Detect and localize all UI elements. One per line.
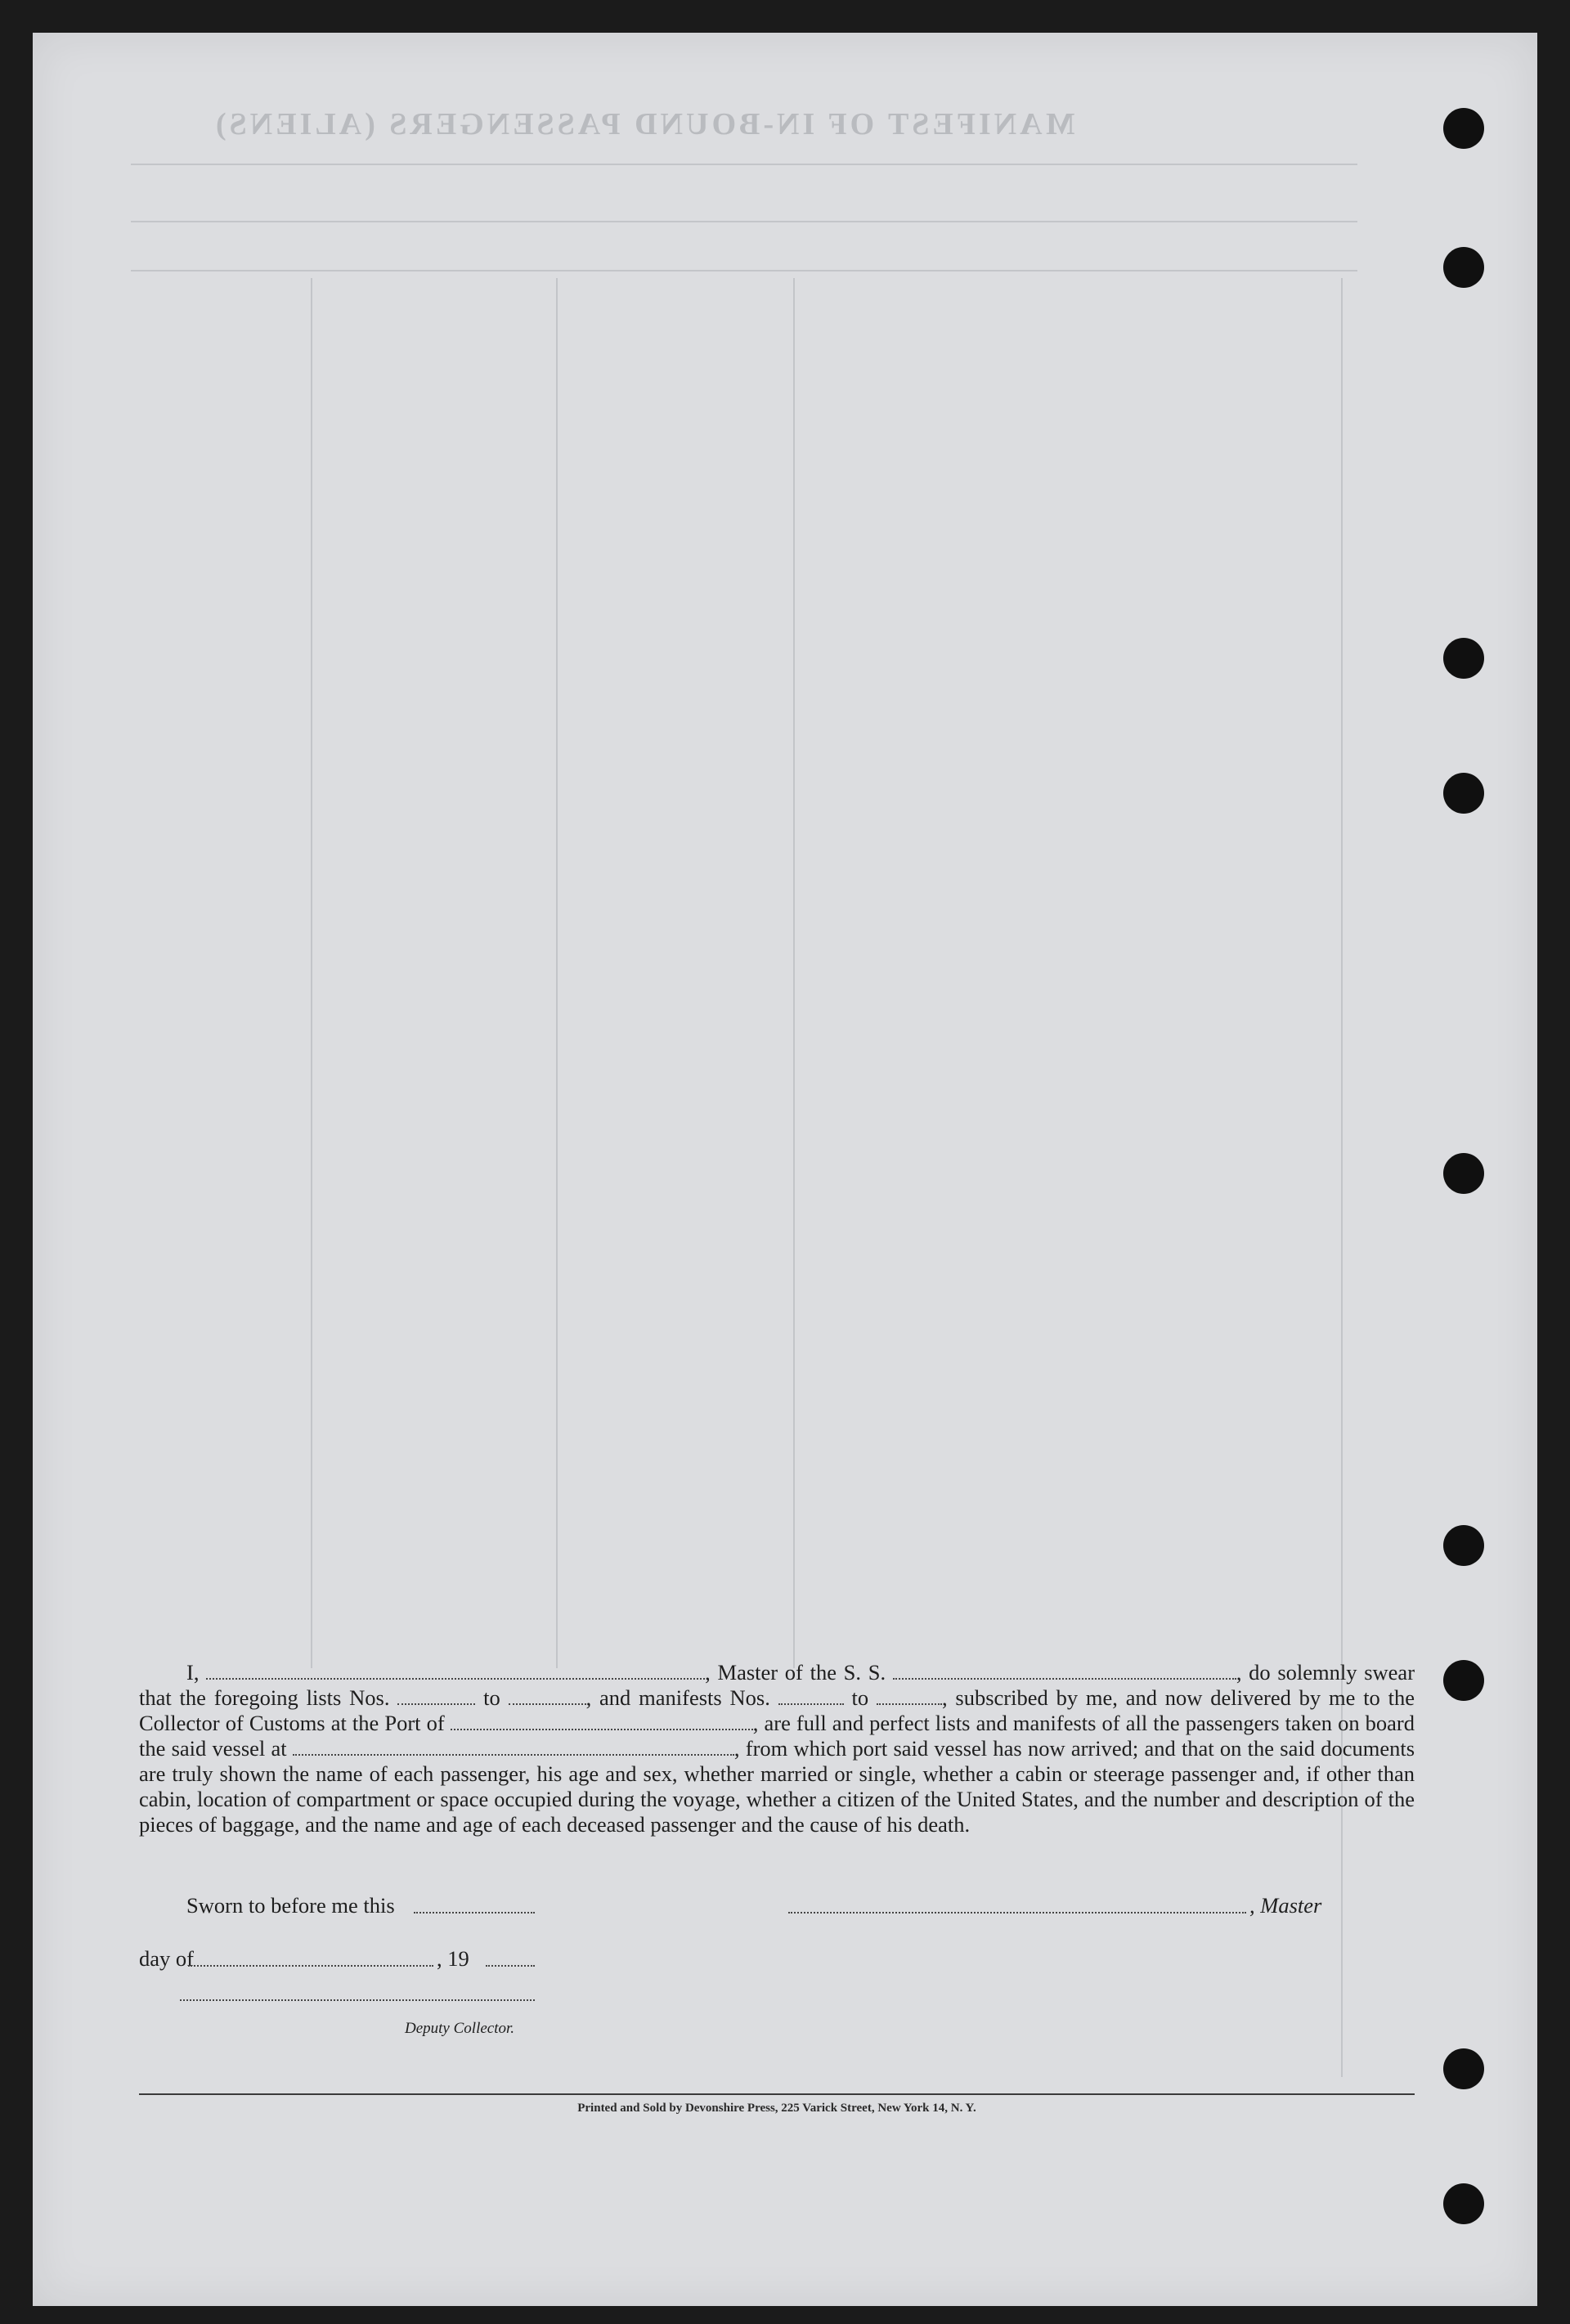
oath-text: to [851, 1685, 869, 1710]
oath-text: , do solemnly swear that the foregoing lists Nos. [139, 1660, 1415, 1710]
master-name-field[interactable] [206, 1660, 705, 1680]
master-label: , Master [1249, 1893, 1322, 1918]
bleed-through-title: MANIFEST OF IN-BOUND PASSENGERS (ALIENS) [213, 107, 1075, 141]
oath-text: , and manifests Nos. [585, 1685, 770, 1710]
bleed-through-line [131, 270, 1357, 271]
list-no-to-field[interactable] [509, 1685, 586, 1705]
oath-text: , Master of the S. S. [705, 1660, 886, 1685]
oath-text: , are full and perfect lists and manifests of all the passengers taken on board the said vessel at [139, 1711, 1415, 1761]
year-prefix-label: , 19 [437, 1946, 469, 1971]
punch-hole [1443, 1660, 1484, 1701]
punch-hole [1443, 2183, 1484, 2224]
deputy-collector-signature-field[interactable] [180, 1999, 535, 2001]
oath-text: to [483, 1685, 500, 1710]
sworn-month-field[interactable] [188, 1965, 433, 1967]
punch-hole [1443, 1525, 1484, 1566]
oath-text: , from which port said vessel has now arrived; and that on the said documents are truly shown the name of each passenger, his age and sex, whether married or single, whether a cabin or steerage passenger and, if other than cabin, location of compartment or space occupied during the voyage, whether a citizen of the United States, and the number and description of the pieces of baggage, and the name and age of each deceased passenger and the cause of his death. [139, 1736, 1415, 1837]
port-of-departure-field[interactable] [293, 1736, 734, 1756]
punch-hole [1443, 247, 1484, 288]
punch-hole [1443, 2048, 1484, 2089]
sworn-label: Sworn to before me this [186, 1893, 395, 1918]
vessel-name-field[interactable] [893, 1660, 1236, 1680]
master-signature-field[interactable] [788, 1912, 1246, 1913]
oath-text: I, [186, 1660, 200, 1685]
punch-hole [1443, 1153, 1484, 1194]
punch-hole [1443, 638, 1484, 679]
punch-hole [1443, 108, 1484, 149]
bleed-through-line [131, 221, 1357, 222]
bleed-through-line [556, 278, 558, 1668]
day-of-label: day of [139, 1946, 194, 1971]
manifest-no-to-field[interactable] [877, 1685, 942, 1705]
punch-hole [1443, 773, 1484, 814]
manifest-sheet [33, 33, 1537, 2306]
sworn-day-field[interactable] [414, 1912, 535, 1913]
list-no-from-field[interactable] [397, 1685, 475, 1705]
bleed-through-line [131, 164, 1357, 165]
footer-rule [139, 2093, 1415, 2095]
oath-text: , subscribed by me, and now delivered by me to the Collector of Customs at the Port of [139, 1685, 1415, 1735]
deputy-collector-label: Deputy Collector. [405, 2020, 515, 2037]
manifest-no-from-field[interactable] [778, 1685, 844, 1705]
port-of-arrival-field[interactable] [451, 1711, 753, 1730]
master-oath-paragraph [139, 1660, 1415, 1837]
printer-imprint: Printed and Sold by Devonshire Press, 225 Varick Street, New York 14, N. Y. [577, 2102, 976, 2115]
bleed-through-line [793, 278, 795, 1668]
sworn-year-field[interactable] [486, 1965, 535, 1967]
bleed-through-line [311, 278, 312, 1668]
